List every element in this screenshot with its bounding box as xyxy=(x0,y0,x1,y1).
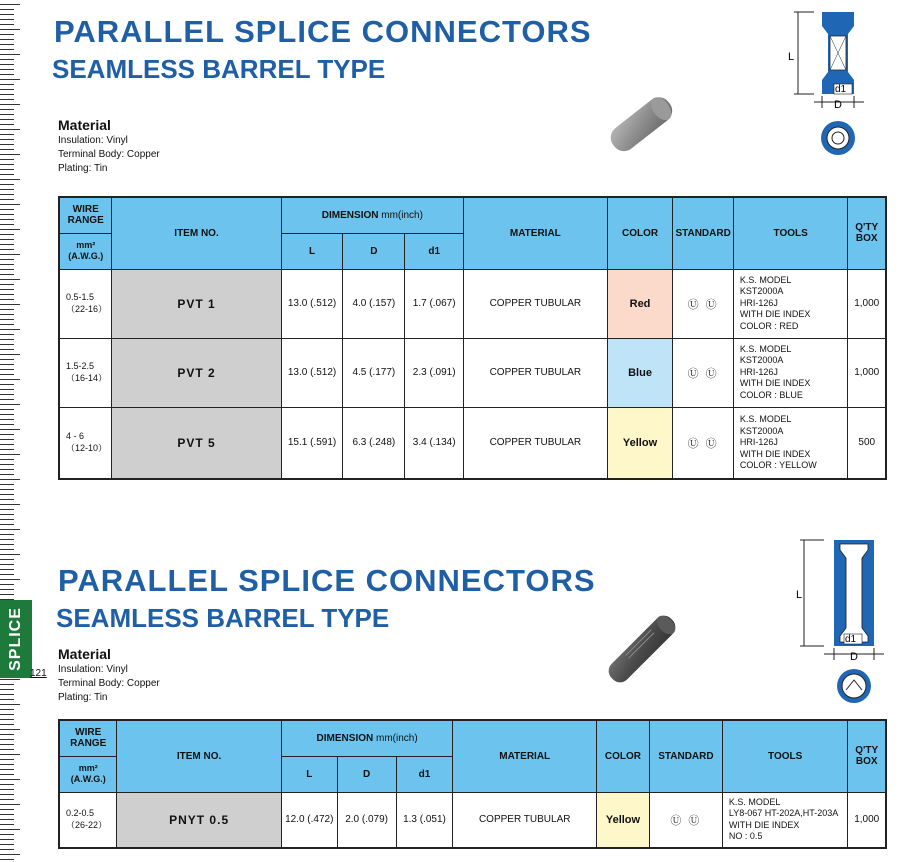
ruler-tick xyxy=(0,529,20,530)
ruler-tick xyxy=(0,744,14,745)
ruler-tick xyxy=(0,509,14,510)
product-photo-pnyt xyxy=(596,604,688,694)
ruler-tick xyxy=(0,439,14,440)
ruler-tick xyxy=(0,514,14,515)
material-line: Plating: Tin xyxy=(58,692,108,703)
ruler-tick xyxy=(0,249,14,250)
ruler-tick xyxy=(0,694,14,695)
item-no-cell: PVT 2 xyxy=(112,338,281,407)
ruler-tick xyxy=(0,174,14,175)
material-line: Plating: Tin xyxy=(58,163,108,174)
ruler-tick xyxy=(0,409,14,410)
ruler-tick xyxy=(0,799,14,800)
ruler-tick xyxy=(0,824,14,825)
dim-d1-cell: 1.7 (.067) xyxy=(405,269,464,338)
table-row xyxy=(59,269,886,338)
dim-L-cell: 13.0 (.512) xyxy=(281,338,343,407)
ruler-tick xyxy=(0,284,14,285)
ruler-tick xyxy=(0,679,20,680)
material-cell: COPPER TUBULAR xyxy=(464,269,608,338)
ruler-tick xyxy=(0,559,14,560)
qty-cell: 1,000 xyxy=(848,269,886,338)
header-dim-L: L xyxy=(281,756,337,792)
header-wire-unit: mm² (A.W.G.) xyxy=(59,756,117,792)
ruler-tick xyxy=(0,704,20,705)
ruler-tick xyxy=(0,384,14,385)
material-heading: Material xyxy=(58,646,111,662)
header-item-no: ITEM NO. xyxy=(117,720,281,792)
dim-D-cell: 4.0 (.157) xyxy=(343,269,405,338)
page-ruler xyxy=(0,0,24,862)
table-row xyxy=(59,792,886,848)
header-qty: Q'TY BOX xyxy=(848,197,886,269)
ruler-tick xyxy=(0,729,20,730)
ruler-tick xyxy=(0,839,14,840)
ruler-tick xyxy=(0,154,20,155)
ul-certification-icon: Ⓤ Ⓤ xyxy=(649,792,722,848)
ruler-tick xyxy=(0,369,14,370)
color-cell: Yellow xyxy=(597,792,650,848)
ruler-tick xyxy=(0,19,14,20)
ruler-tick xyxy=(0,769,14,770)
ruler-tick xyxy=(0,84,14,85)
header-material: MATERIAL xyxy=(464,197,608,269)
ruler-tick xyxy=(0,684,14,685)
ruler-tick xyxy=(0,489,14,490)
ruler-tick xyxy=(0,794,14,795)
wire-range-cell: 0.2-0.5 （26-22） xyxy=(59,792,117,848)
ruler-tick xyxy=(0,574,14,575)
color-cell: Blue xyxy=(607,338,673,407)
ruler-tick xyxy=(0,264,14,265)
material-line: Insulation: Vinyl xyxy=(58,135,128,146)
dimension-drawing-1 xyxy=(784,8,884,158)
ruler-tick xyxy=(0,429,20,430)
ruler-tick xyxy=(0,819,14,820)
ruler-tick xyxy=(0,359,14,360)
ruler-tick xyxy=(0,354,20,355)
ul-certification-icon: Ⓤ Ⓤ xyxy=(673,269,733,338)
header-dim-d1: d1 xyxy=(396,756,453,792)
ruler-tick xyxy=(0,69,14,70)
ruler-tick xyxy=(0,844,14,845)
ruler-tick xyxy=(0,199,14,200)
material-line: Insulation: Vinyl xyxy=(58,664,128,675)
ruler-tick xyxy=(0,204,20,205)
ruler-tick xyxy=(0,689,14,690)
ruler-tick xyxy=(0,564,14,565)
ruler-tick xyxy=(0,584,14,585)
ruler-tick xyxy=(0,374,14,375)
ruler-tick xyxy=(0,344,14,345)
ruler-tick xyxy=(0,149,14,150)
dim-L-cell: 12.0 (.472) xyxy=(281,792,337,848)
header-dimension: DIMENSION mm(inch) xyxy=(281,197,463,233)
item-no-cell: PVT 1 xyxy=(112,269,281,338)
ruler-tick xyxy=(0,444,14,445)
dim-d1-cell: 2.3 (.091) xyxy=(405,338,464,407)
header-material: MATERIAL xyxy=(453,720,597,792)
ruler-tick xyxy=(0,89,14,90)
ruler-tick xyxy=(0,229,20,230)
drawing-label-D: D xyxy=(850,651,858,663)
ruler-tick xyxy=(0,119,14,120)
ruler-tick xyxy=(0,859,14,860)
ruler-tick xyxy=(0,324,14,325)
ruler-tick xyxy=(0,699,14,700)
ruler-tick xyxy=(0,14,14,15)
header-dim-d1: d1 xyxy=(405,233,464,269)
ruler-tick xyxy=(0,74,14,75)
ruler-tick xyxy=(0,294,14,295)
ruler-tick xyxy=(0,189,14,190)
header-dimension: DIMENSION mm(inch) xyxy=(281,720,453,756)
header-wire-range: WIRE RANGE xyxy=(59,720,117,756)
ruler-tick xyxy=(0,339,14,340)
ruler-tick xyxy=(0,99,14,100)
ruler-tick xyxy=(0,419,14,420)
ruler-tick xyxy=(0,349,14,350)
spec-table-2 xyxy=(58,719,887,849)
header-standard: STANDARD xyxy=(673,197,733,269)
ruler-tick xyxy=(0,124,14,125)
ruler-tick xyxy=(0,29,20,30)
section1-title: PARALLEL SPLICE CONNECTORS xyxy=(54,14,592,49)
wire-range-cell: 4 - 6 （12-10） xyxy=(59,407,112,479)
ruler-tick xyxy=(0,109,14,110)
ruler-tick xyxy=(0,524,14,525)
material-line: Terminal Body: Copper xyxy=(58,678,160,689)
section1-subtitle: SEAMLESS BARREL TYPE xyxy=(52,54,386,84)
ruler-tick xyxy=(0,394,14,395)
ruler-tick xyxy=(0,114,14,115)
ruler-tick xyxy=(0,129,20,130)
ruler-tick xyxy=(0,784,14,785)
section-tab-splice: SPLICE xyxy=(0,600,32,678)
ruler-tick xyxy=(0,434,14,435)
drawing-label-D: D xyxy=(834,99,842,111)
ruler-tick xyxy=(0,734,14,735)
ruler-tick xyxy=(0,474,14,475)
ruler-tick xyxy=(0,739,14,740)
material-heading: Material xyxy=(58,117,111,133)
ruler-tick xyxy=(0,4,20,5)
ruler-tick xyxy=(0,159,14,160)
header-qty: Q'TY BOX xyxy=(848,720,886,792)
ruler-tick xyxy=(0,59,14,60)
ruler-tick xyxy=(0,334,14,335)
ruler-tick xyxy=(0,534,14,535)
ruler-tick xyxy=(0,754,20,755)
ruler-tick xyxy=(0,804,20,805)
ruler-tick xyxy=(0,554,20,555)
ruler-tick xyxy=(0,404,20,405)
ruler-tick xyxy=(0,259,14,260)
ruler-tick xyxy=(0,589,14,590)
product-photo-pvt xyxy=(600,86,680,162)
ruler-tick xyxy=(0,234,14,235)
material-line: Terminal Body: Copper xyxy=(58,149,160,160)
ruler-tick xyxy=(0,94,14,95)
ruler-tick xyxy=(0,49,14,50)
ruler-tick xyxy=(0,184,14,185)
ruler-tick xyxy=(0,219,14,220)
ruler-tick xyxy=(0,329,20,330)
section1-material xyxy=(58,116,160,176)
ruler-tick xyxy=(0,759,14,760)
ruler-tick xyxy=(0,139,14,140)
ruler-tick xyxy=(0,274,14,275)
header-dim-D: D xyxy=(337,756,396,792)
ruler-tick xyxy=(0,269,14,270)
drawing-label-d1: d1 xyxy=(845,634,857,645)
dim-d1-cell: 3.4 (.134) xyxy=(405,407,464,479)
ruler-tick xyxy=(0,134,14,135)
ruler-tick xyxy=(0,459,14,460)
ruler-tick xyxy=(0,299,14,300)
dim-L-cell: 13.0 (.512) xyxy=(281,269,343,338)
ruler-tick xyxy=(0,364,14,365)
ruler-tick xyxy=(0,214,14,215)
ruler-tick xyxy=(0,549,14,550)
ruler-tick xyxy=(0,719,14,720)
ruler-tick xyxy=(0,144,14,145)
header-color: COLOR xyxy=(597,720,650,792)
dim-D-cell: 4.5 (.177) xyxy=(343,338,405,407)
dim-D-cell: 6.3 (.248) xyxy=(343,407,405,479)
ruler-tick xyxy=(0,314,14,315)
ruler-tick xyxy=(0,539,14,540)
ruler-tick xyxy=(0,34,14,35)
color-cell: Yellow xyxy=(607,407,673,479)
ruler-tick xyxy=(0,424,14,425)
header-item-no: ITEM NO. xyxy=(112,197,281,269)
ruler-tick xyxy=(0,779,20,780)
section2-material xyxy=(58,645,160,705)
header-dim-L: L xyxy=(281,233,343,269)
ruler-tick xyxy=(0,814,14,815)
header-standard: STANDARD xyxy=(649,720,722,792)
ruler-tick xyxy=(0,309,14,310)
ruler-tick xyxy=(0,479,20,480)
header-dim-D: D xyxy=(343,233,405,269)
ruler-tick xyxy=(0,724,14,725)
section2-title: PARALLEL SPLICE CONNECTORS xyxy=(58,563,596,598)
table-row xyxy=(59,338,886,407)
ruler-tick xyxy=(0,279,20,280)
ruler-tick xyxy=(0,829,20,830)
ruler-tick xyxy=(0,304,20,305)
ruler-tick xyxy=(0,79,20,80)
header-tools: TOOLS xyxy=(733,197,848,269)
ruler-tick xyxy=(0,24,14,25)
tools-cell: K.S. MODEL KST2000A HRI-126J WITH DIE INDEX COLOR : YELLOW xyxy=(733,407,848,479)
qty-cell: 1,000 xyxy=(848,338,886,407)
ruler-tick xyxy=(0,224,14,225)
qty-cell: 1,000 xyxy=(848,792,886,848)
dim-L-cell: 15.1 (.591) xyxy=(281,407,343,479)
ruler-tick xyxy=(0,164,14,165)
header-color: COLOR xyxy=(607,197,673,269)
ruler-tick xyxy=(0,499,14,500)
ruler-tick xyxy=(0,244,14,245)
ruler-tick xyxy=(0,454,20,455)
ruler-tick xyxy=(0,469,14,470)
ruler-tick xyxy=(0,414,14,415)
ruler-tick xyxy=(0,519,14,520)
tools-cell: K.S. MODEL KST2000A HRI-126J WITH DIE INDEX COLOR : BLUE xyxy=(733,338,848,407)
ruler-tick xyxy=(0,504,20,505)
item-no-cell: PNYT 0.5 xyxy=(117,792,281,848)
section2-subtitle: SEAMLESS BARREL TYPE xyxy=(56,603,390,633)
header-wire-unit: mm² (A.W.G.) xyxy=(59,233,112,269)
spec-table-1 xyxy=(58,196,887,480)
drawing-label-d1: d1 xyxy=(835,84,847,95)
ruler-tick xyxy=(0,774,14,775)
material-cell: COPPER TUBULAR xyxy=(453,792,597,848)
dim-d1-cell: 1.3 (.051) xyxy=(396,792,453,848)
ruler-tick xyxy=(0,39,14,40)
ruler-tick xyxy=(0,484,14,485)
ruler-tick xyxy=(0,379,20,380)
ruler-tick xyxy=(0,389,14,390)
wire-range-cell: 1.5-2.5 （16-14） xyxy=(59,338,112,407)
ruler-tick xyxy=(0,194,14,195)
drawing-label-L: L xyxy=(788,51,795,63)
header-wire-range: WIRE RANGE xyxy=(59,197,112,233)
ruler-tick xyxy=(0,64,14,65)
drawing-label-L: L xyxy=(796,589,803,601)
ruler-tick xyxy=(0,594,14,595)
ul-certification-icon: Ⓤ Ⓤ xyxy=(673,407,733,479)
ruler-tick xyxy=(0,494,14,495)
ruler-tick xyxy=(0,44,14,45)
ruler-tick xyxy=(0,239,14,240)
ruler-tick xyxy=(0,764,14,765)
ruler-tick xyxy=(0,399,14,400)
ul-certification-icon: Ⓤ Ⓤ xyxy=(673,338,733,407)
ruler-tick xyxy=(0,789,14,790)
ruler-tick xyxy=(0,749,14,750)
ruler-tick xyxy=(0,449,14,450)
ruler-tick xyxy=(0,289,14,290)
tools-cell: K.S. MODEL LY8-067 HT-202A,HT-203A WITH DIE INDEX NO : 0.5 xyxy=(722,792,848,848)
ruler-tick xyxy=(0,544,14,545)
material-cell: COPPER TUBULAR xyxy=(464,407,608,479)
ruler-tick xyxy=(0,849,14,850)
dimension-drawing-2 xyxy=(790,536,890,708)
ruler-tick xyxy=(0,9,14,10)
ruler-tick xyxy=(0,179,20,180)
table-row xyxy=(59,407,886,479)
ruler-tick xyxy=(0,569,14,570)
wire-range-cell: 0.5-1.5 （22-16） xyxy=(59,269,112,338)
item-no-cell: PVT 5 xyxy=(112,407,281,479)
ruler-tick xyxy=(0,319,14,320)
color-cell: Red xyxy=(607,269,673,338)
ruler-tick xyxy=(0,169,14,170)
ruler-tick xyxy=(0,54,20,55)
ruler-tick xyxy=(0,209,14,210)
page-number: 121 xyxy=(30,668,47,679)
ruler-tick xyxy=(0,709,14,710)
ruler-tick xyxy=(0,104,20,105)
ruler-tick xyxy=(0,464,14,465)
ruler-tick xyxy=(0,834,14,835)
ruler-tick xyxy=(0,579,20,580)
ruler-tick xyxy=(0,854,20,855)
ruler-tick xyxy=(0,809,14,810)
header-tools: TOOLS xyxy=(722,720,848,792)
ruler-tick xyxy=(0,254,20,255)
qty-cell: 500 xyxy=(848,407,886,479)
ruler-tick xyxy=(0,714,14,715)
tools-cell: K.S. MODEL KST2000A HRI-126J WITH DIE INDEX COLOR : RED xyxy=(733,269,848,338)
material-cell: COPPER TUBULAR xyxy=(464,338,608,407)
dim-D-cell: 2.0 (.079) xyxy=(337,792,396,848)
